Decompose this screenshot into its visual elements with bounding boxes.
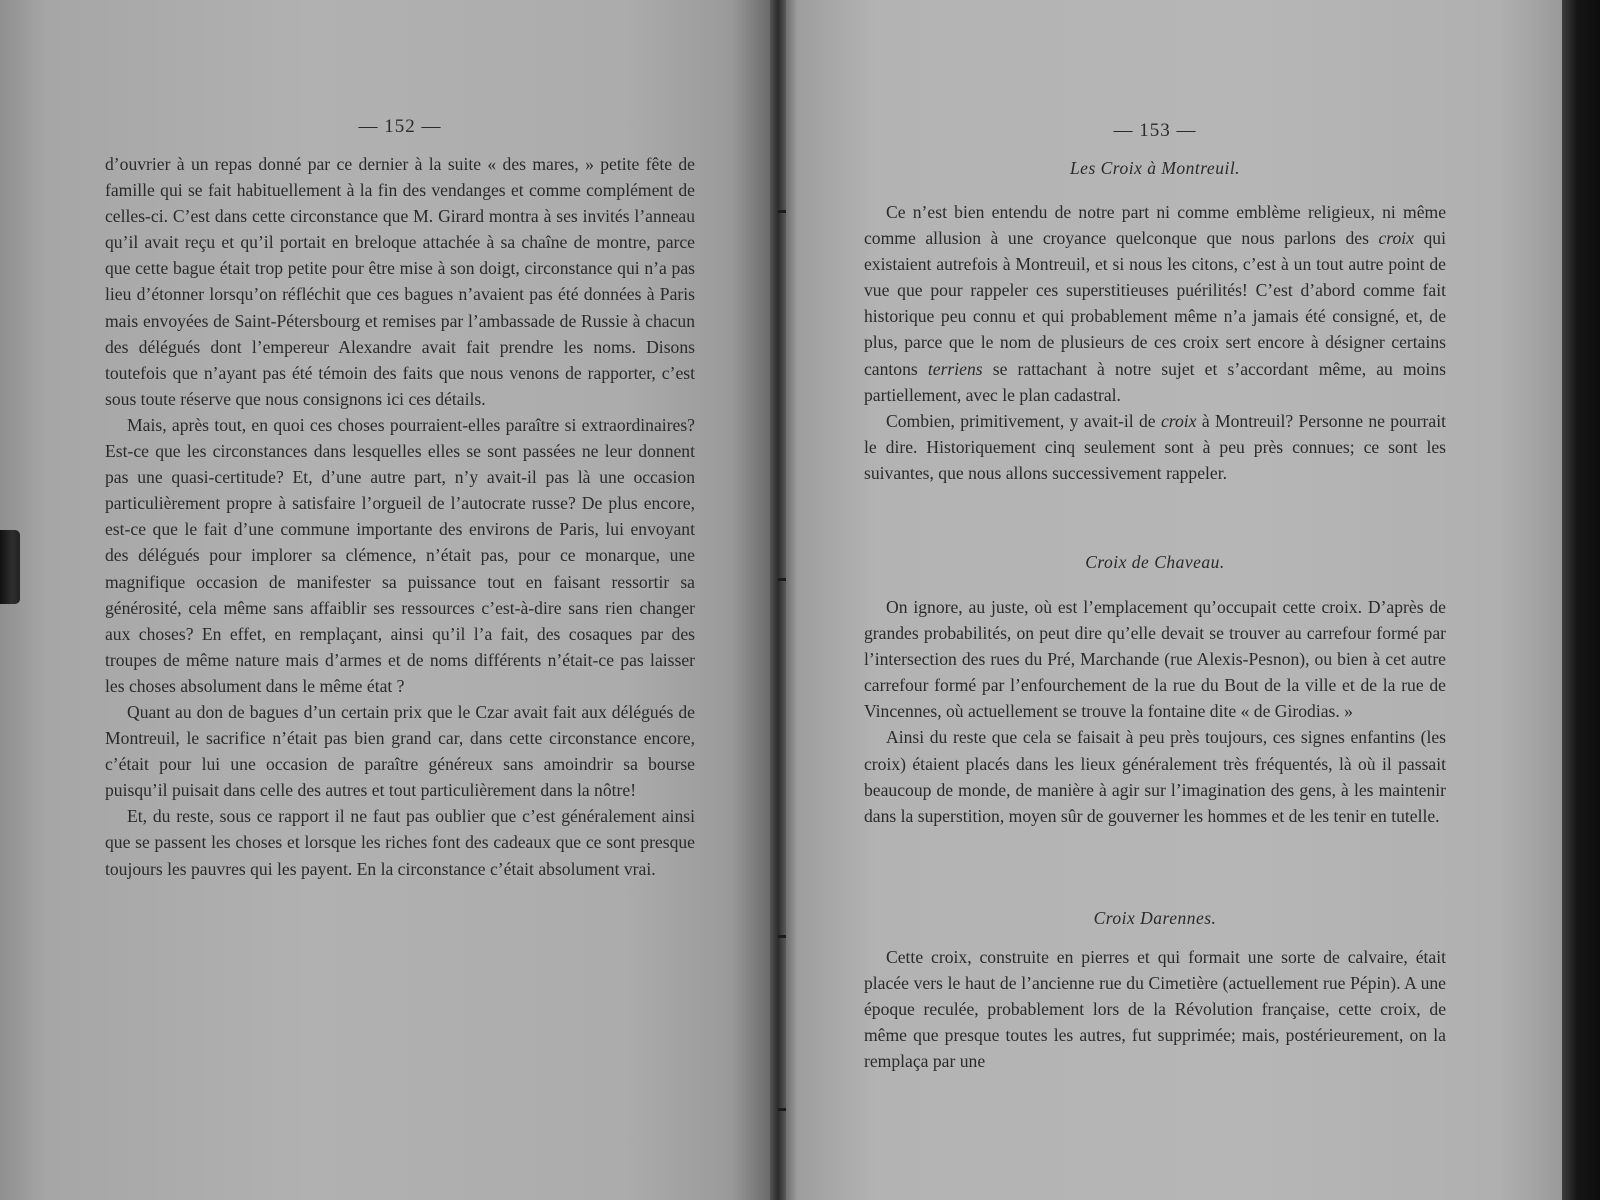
book-gutter <box>770 0 786 1200</box>
paragraph: Cette croix, construite en pierres et qui formait une sorte de calvaire, était placée vers le haut de l’ancienne rue du Cimetière (actuellement rue Pépin). A une époque reculée, probablement lors de la Révolution française, cette croix, de même que presque toutes les autres, fut supprimée; mais, postérieurement, on la remplaça par une <box>864 947 1446 1072</box>
paragraph: d’ouvrier à un repas donné par ce dernier à la suite « des mares, » petite fête de famille qui se fait habituellement à la fin des vendanges et comme complément de celles-ci. C’est dans cette circonstance que M. Girard montra à ses invités l’anneau qu’il avait reçu et qu’il portait en breloque attachée à sa chaîne de montre, parce que cette bague était trop petite pour être mise à son doigt, circonstance qui n’a pas lieu d’étonner lorsqu’on réfléchit que ces bagues n’avaient pas été données à Paris mais envoyées de Saint-Pétersbourg et remises par l’ambassade de Russie à chacun des délégués dont l’empereur Alexandre avait fait prendre les noms. Disons toutefois que n’ayant pas été témoin des faits que nous venons de rapporter, c’est sous toute réserve que nous consignons ici ces détails. <box>105 154 695 409</box>
left-page-header <box>105 116 695 138</box>
paragraph: Combien, primitivement, y avait-il de croix à Montreuil? Personne ne pourrait le dire. Historiquement cinq seulement sont à peu près connues; ce sont les suivantes, que nous allons successivement rappeler. <box>864 410 1446 483</box>
page-clip <box>0 530 20 604</box>
italic-word: terriens <box>927 358 983 379</box>
section-heading-chaveau-block <box>864 552 1446 573</box>
section-heading-darennes: Croix Darennes. <box>1093 908 1217 928</box>
right-page-header <box>864 120 1446 142</box>
section-darennes-text <box>864 944 1446 1074</box>
left-page-number: — 152 — <box>358 116 442 137</box>
binding-stitch <box>778 1108 786 1111</box>
paragraph: Mais, après tout, en quoi ces choses pourraient-elles paraître si extraordinaires? Est-ce que les circonstances dans lesquelles elles se sont passées ne leur donnent pas une quasi-certitude? Et, d’une autre part, n’y avait-il pas là une occasion particulièrement propre à satisfaire l’orgueil de l’autocrate russe? De plus encore, est-ce que le fait d’une commune importante des environs de Paris, lui envoyant des délégués pour implorer sa clémence, n’était pas, pour ce monarque, une magnifique occasion de manifester sa puissance tout en faisant ressortir sa générosité, cela même sans affaiblir ses ressources c’est-à-dire sans rien changer aux choses? En effet, en remplaçant, ainsi qu’il l’a fait, des cosaques par des troupes de même nature mais d’armes et de noms différents n’était-ce pas laisser les choses absolument dans le même état ? <box>105 414 695 696</box>
italic-word: croix <box>1160 410 1197 431</box>
section-heading-chaveau: Croix de Chaveau. <box>1085 552 1225 572</box>
left-page <box>0 0 778 1200</box>
intro-text <box>864 199 1446 486</box>
paragraph: Ainsi du reste que cela se faisait à peu près toujours, ces signes enfantins (les croix) étaient placés dans les lieux généralement très fréquentés, là où il passait beaucoup de monde, de manière à agir sur l’imagination des gens, à les maintenir dans la superstition, moyen sûr de gouverner les hommes et de les tenir en tutelle. <box>864 727 1446 826</box>
chapter-title-block <box>864 158 1446 179</box>
right-page <box>782 0 1562 1200</box>
chapter-title: Les Croix à Montreuil. <box>1069 158 1241 178</box>
dark-background-edge <box>1562 0 1600 1200</box>
binding-stitch <box>778 578 786 581</box>
italic-word: croix <box>1378 228 1414 249</box>
binding-stitch <box>778 935 786 938</box>
binding-stitch <box>778 210 786 213</box>
paragraph: Quant au don de bagues d’un certain prix que le Czar avait fait aux délégués de Montreuil, le sacrifice n’était pas bien grand car, dans cette circonstance encore, c’était pour lui une occasion de paraître généreux sans amoindrir sa bourse puisqu’il puisait dans celle des autres et tout particulièrement dans la nôtre! <box>105 701 695 801</box>
paragraph: Et, du reste, sous ce rapport il ne faut pas oublier que c’est généralement ainsi que se passent les choses et lorsque les riches font des cadeaux que ce sont presque toujours les pauvres qui les payent. En la circonstance c’était absolument vrai. <box>105 806 695 879</box>
right-page-number: — 153 — <box>1113 120 1197 141</box>
paragraph: On ignore, au juste, où est l’emplacement qu’occupait cette croix. D’après de grandes probabilités, on peut dire qu’elle devait se trouver au carrefour formé par l’intersection des rues du Pré, Marchande (rue Alexis-Pesnon), ou bien à cet autre carrefour formé par l’enfourchement de la rue du Bout de la ville et de la rue de Vincennes, où actuellement se trouve la fontaine dite « de Girodias. » <box>864 597 1446 722</box>
section-chaveau-text <box>864 594 1446 829</box>
section-heading-darennes-block <box>864 908 1446 929</box>
paragraph: Ce n’est bien entendu de notre part ni comme emblème religieux, ni même comme allusion à une croyance quelconque que nous parlons des croix qui existaient autrefois à Montreuil, et si nous les citons, c’est à un tout autre point de vue que pour rappeler ces superstitieuses puérilités! C’est d’abord comme fait historique peu connu et qui probablement même n’a jamais été consigné, et, de plus, parce que le nom de plusieurs de ces croix sert encore à désigner certains cantons terriens se rattachant à notre sujet et s’accordant même, au moins partiellement, avec le plan cadastral. <box>864 202 1446 405</box>
left-page-body <box>105 151 695 882</box>
